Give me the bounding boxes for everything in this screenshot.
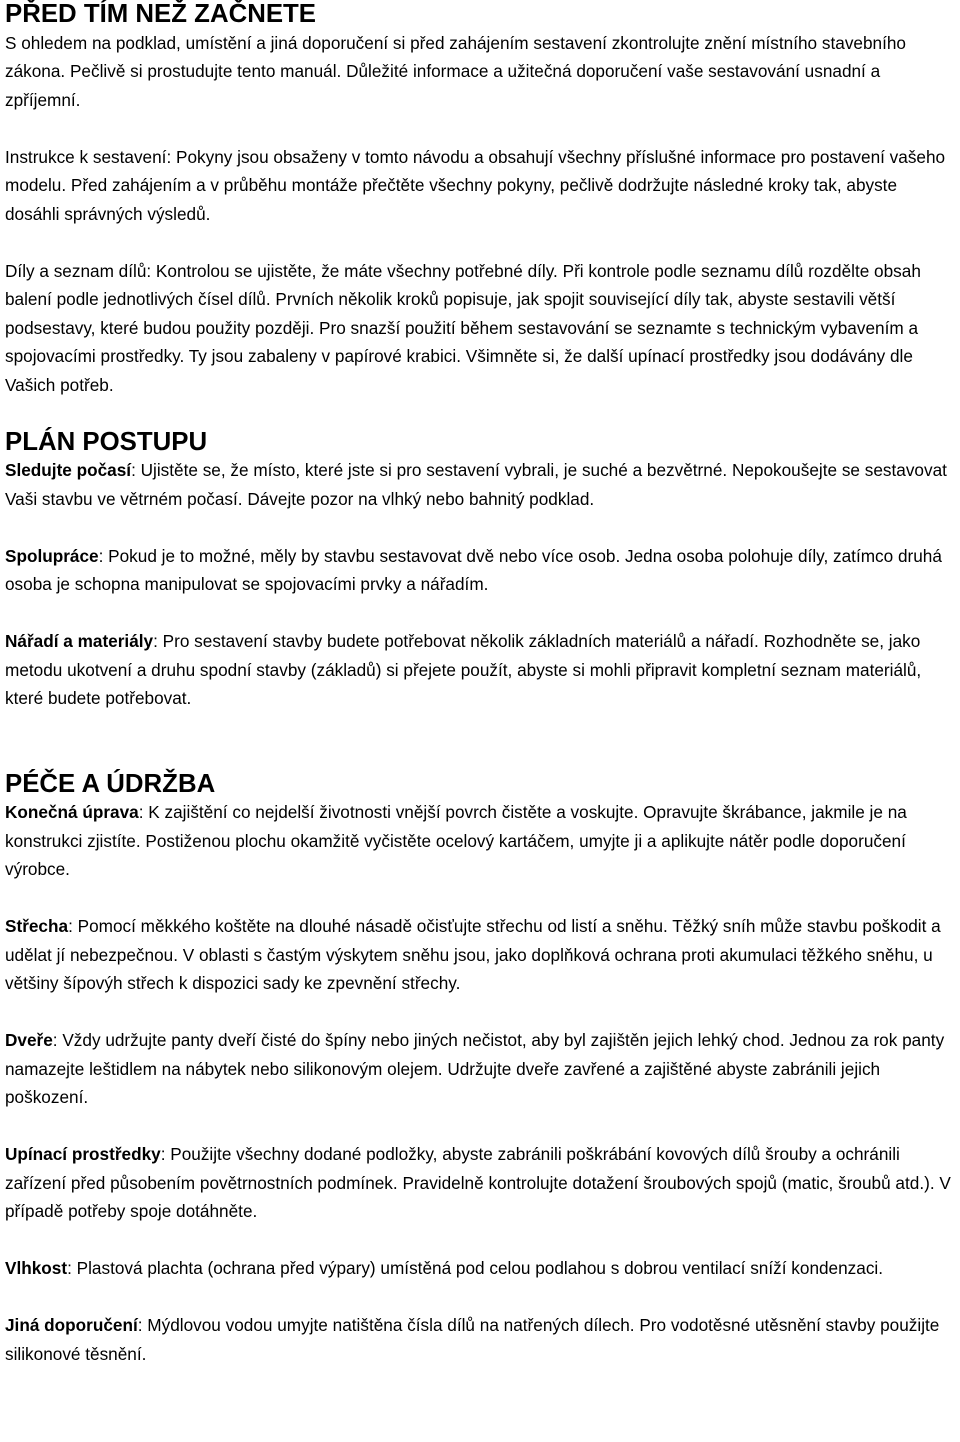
tools-paragraph — [5, 627, 953, 713]
cooperation-text: : Pokud je to možné, měly by stavbu sestavovat dvě nebo více osob. Jedna osoba polohuje díly, zatímco druhá osoba je schopna manipulovat se spojovacími prvky a nářadím. — [5, 545, 942, 594]
before-intro: S ohledem na podklad, umístění a jiná doporučení si před zahájením sestavení zkontrolujte znění místního stavebního zákona. Pečlivě si prostudujte tento manuál. Důležité informace a užitečná doporučení vaše sestavování usnadní a zpříjemní. — [5, 32, 906, 110]
moisture-paragraph — [5, 1254, 953, 1283]
tools-term: Nářadí a materiály — [5, 631, 154, 651]
moisture-text: : Plastová plachta (ochrana před výpary) umístěná pod celou podlahou s dobrou ventilací sníží kondenzaci. — [67, 1258, 884, 1278]
fasteners-text: : Použijte všechny dodané podložky, abyste zabránili poškrábání kovových dílů šrouby a ochránili zařízení před působením povětrnostních podmínek. Pravidelně kontrolujte dotažení šroubových spojů (matic, šroubů atd.). V případě potřeby spoje dotáhněte. — [5, 1144, 951, 1221]
tools-text: : Pro sestavení stavby budete potřebovat několik základních materiálů a nářadí. Rozhodněte se, jako metodu ukotvení a druhu spodní stavby (základů) si přejete použít, abyste si mohli připravit kompletní seznam materiálů, které budete potřebovat. — [5, 631, 922, 708]
weather-paragraph — [5, 456, 953, 513]
before-heading: PŘED TÍM NEŽ ZAČNETE — [5, 0, 316, 28]
cooperation-term: Spolupráce — [5, 545, 99, 566]
roof-term: Střecha — [5, 916, 69, 936]
other-text: : Mýdlovou vodou umyjte natištěna čísla dílů na natřených dílech. Pro vodotěsné utěsnění stavby použijte silikonové těsnění. — [5, 1315, 940, 1364]
moisture-term: Vlhkost — [5, 1258, 68, 1278]
finish-term: Konečná úprava — [5, 802, 139, 822]
parts-list-paragraph: Díly a seznam dílů: Kontrolou se ujistěte, že máte všechny potřebné díly. Při kontrole podle seznamu dílů rozdělte obsah balení podle jednotlivých čísel dílů. Prvních několik kroků popisuje, jak spojit související díly tak, abyste sestavili větší podsestavy, které budou použity později. Pro snazší použití během sestavování se seznamte s technickým vybavením a spojovacími prostředky. Ty jsou zabaleny v papírové krabici. Všimněte si, že další upínací prostředky jsou dodávány dle Vašich potřeb. — [5, 260, 921, 395]
care-heading: PÉČE A ÚDRŽBA — [5, 769, 216, 798]
doors-text: : Vždy udržujte panty dveří čisté do špíny nebo jiných nečistot, aby byl zajištěn jejich lehký chod. Jednou za rok panty namazejte leštidlem na nábytek nebo silikonovým olejem. Udržujte dveře zavřené a zajištěné abyste zabránili jejich poškození. — [5, 1030, 945, 1107]
finish-paragraph — [5, 798, 953, 884]
manual-page — [5, 0, 953, 1368]
assembly-instructions: Instrukce k sestavení: Pokyny jsou obsaženy v tomto návodu a obsahují všechny příslušné informace pro postavení vašeho modelu. Před zahájením a v průběhu montáže přečtěte všechny pokyny, pečlivě dodržujte následné kroky tak, abyste dosáhli správných výsledů. — [5, 146, 946, 224]
roof-paragraph — [5, 912, 953, 998]
doors-paragraph — [5, 1026, 953, 1112]
weather-text: : Ujistěte se, že místo, které jste si pro sestavení vybrali, je suché a bezvětrné. Nepokoušejte se sestavovat Vaši stavbu ve větrném počasí. Dávejte pozor na vlhký nebo bahnitý podklad. — [5, 460, 947, 509]
roof-text: : Pomocí měkkého koštěte na dlouhé násadě očisťujte střechu od listí a sněhu. Těžký sníh může stavbu poškodit a udělat jí nebezpečnou. V oblasti s častým výskytem sněhu jsou, jako doplňková ochrana proti akumulaci těžkého sněhu, u většiny šípovýh střech k dispozici sady ke zpevnění střechy. — [5, 916, 941, 993]
other-paragraph — [5, 1311, 953, 1368]
fasteners-term: Upínací prostředky — [5, 1144, 161, 1164]
cooperation-paragraph — [5, 542, 953, 599]
finish-text: : K zajištění co nejdelší životnosti vnější povrch čistěte a voskujte. Opravujte škrábance, jakmile je na konstrukci zjistíte. Postiženou plochu okamžitě vyčistěte ocelový kartáčem, umyjte ji a aplikujte nátěr podle doporučení výrobce. — [5, 802, 907, 879]
fasteners-paragraph — [5, 1140, 953, 1226]
other-term: Jiná doporučení — [5, 1315, 138, 1335]
plan-heading: PLÁN POSTUPU — [5, 427, 208, 456]
doors-term: Dveře — [5, 1030, 53, 1050]
weather-term: Sledujte počasí — [5, 460, 132, 480]
